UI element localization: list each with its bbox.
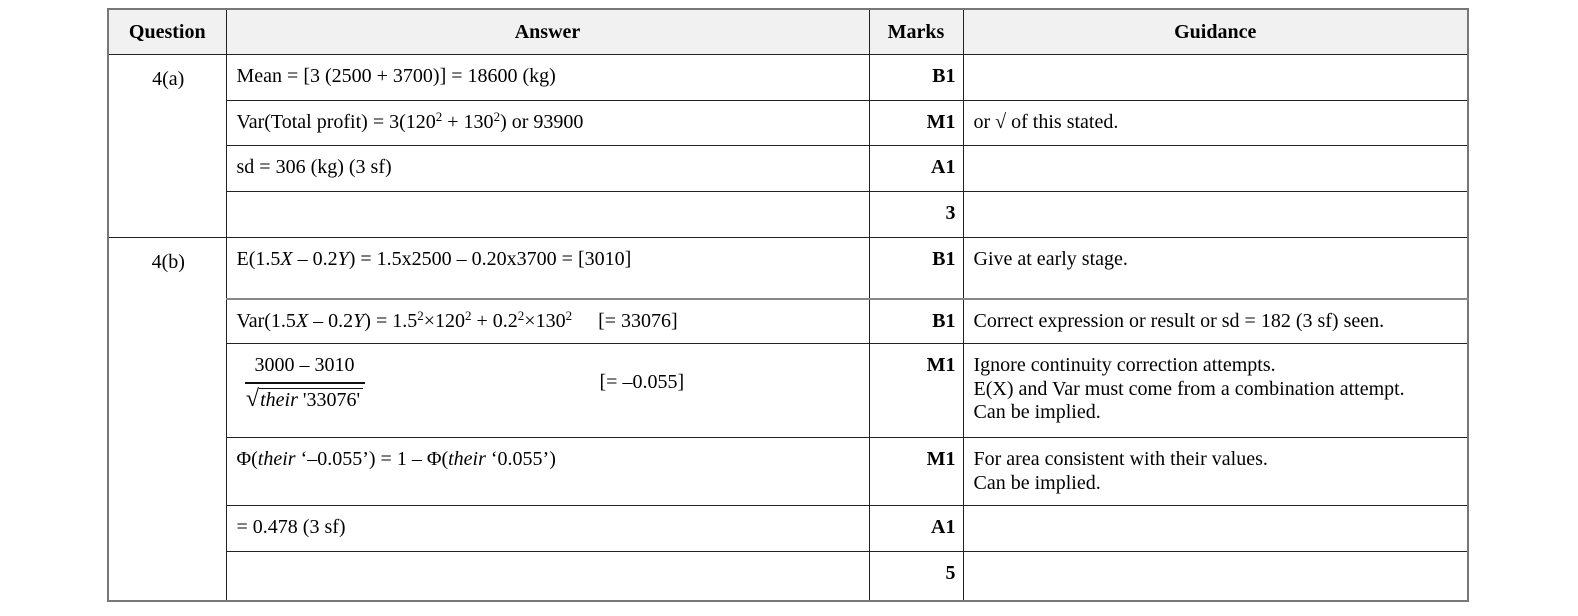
guidance-cell — [963, 146, 1468, 192]
guidance-cell — [963, 438, 1468, 506]
marks-cell: B1 — [869, 238, 963, 299]
marks-cell: M1 — [869, 344, 963, 438]
marks-cell: A1 — [869, 146, 963, 192]
table-row — [108, 506, 1468, 552]
guidance-text: Correct expression or result or sd = 182 (3 sf) seen. — [973, 309, 1385, 332]
answer-text: = 0.478 (3 sf) — [236, 516, 346, 538]
guidance-text: Give at early stage. — [973, 248, 1128, 270]
guidance-cell — [963, 299, 1468, 344]
answer-cell — [226, 506, 869, 552]
answer-cell — [226, 101, 869, 146]
marks-cell: B1 — [869, 55, 963, 101]
fraction-denominator — [246, 384, 363, 413]
guidance-cell — [963, 101, 1468, 146]
marks-cell: A1 — [869, 506, 963, 552]
answer-text: Var(Total profit) = $3(120^2 + 130^2)$ or 93900 — [236, 109, 584, 133]
marks-cell: B1 — [869, 299, 963, 344]
guidance-cell — [963, 238, 1468, 299]
answer-text: sd = 306 (kg) (3 sf) — [236, 156, 392, 178]
answer-note: [= 33076] — [598, 309, 678, 332]
mark-scheme-table — [107, 8, 1469, 602]
fraction — [245, 354, 365, 412]
table-row-subtotal — [108, 192, 1468, 238]
header-row — [108, 9, 1468, 55]
answer-note: [= –0.055] — [599, 371, 685, 394]
table-row — [108, 438, 1468, 506]
guidance-cell — [963, 552, 1468, 601]
table-row-subtotal — [108, 552, 1468, 601]
guidance-cell — [963, 192, 1468, 238]
marks-cell: M1 — [869, 101, 963, 146]
table-row — [108, 344, 1468, 438]
sqrt-radicand: their '33076' — [259, 388, 363, 411]
question-cell-4b: 4(b) — [108, 238, 226, 601]
guidance-cell — [963, 344, 1468, 438]
answer-formula — [237, 354, 861, 412]
guidance-text: For area consistent with their values. Can be implied. — [973, 448, 1268, 494]
answer-text: Mean = [3 (2500 + 3700)] = 18600 (kg) — [236, 65, 556, 87]
question-cell-4a: 4(a) — [108, 55, 226, 238]
answer-cell — [226, 438, 869, 506]
answer-cell — [226, 552, 869, 601]
table-row — [108, 299, 1468, 344]
answer-cell — [226, 146, 869, 192]
answer-cell — [226, 192, 869, 238]
column-header-marks: Marks — [869, 9, 963, 55]
answer-cell — [226, 299, 869, 344]
answer-text: Φ(their ‘–0.055’) = 1 – Φ(their ‘0.055’) — [236, 448, 556, 470]
table-row — [108, 146, 1468, 192]
guidance-cell — [963, 55, 1468, 101]
guidance-text: or √ of this stated. — [973, 111, 1119, 133]
answer-cell — [226, 238, 869, 299]
answer-cell — [226, 344, 869, 438]
answer-text: E(1.5X – 0.2Y) = 1.5x2500 – 0.20x3700 = [3010] — [236, 248, 632, 270]
table-row — [108, 55, 1468, 101]
marks-total-cell: 5 — [869, 552, 963, 601]
table-row — [108, 238, 1468, 299]
answer-cell — [226, 55, 869, 101]
fraction-numerator: 3000 – 3010 — [245, 354, 365, 384]
column-header-guidance: Guidance — [963, 9, 1468, 55]
table-row — [108, 101, 1468, 146]
marks-cell: M1 — [869, 438, 963, 506]
column-header-question: Question — [108, 9, 226, 55]
column-header-answer: Answer — [226, 9, 869, 55]
answer-text: $Var(1.5X - 0.2Y) = 1.5^2\times 120^2 + 0.2^2\times 130^2$ — [236, 307, 573, 332]
marks-total-cell: 3 — [869, 192, 963, 238]
sqrt-symbol: √ — [245, 385, 260, 412]
guidance-text: Ignore continuity correction attempts. E(X) and Var must come from a combination attempt. Can be implied. — [973, 354, 1405, 424]
guidance-cell — [963, 506, 1468, 552]
